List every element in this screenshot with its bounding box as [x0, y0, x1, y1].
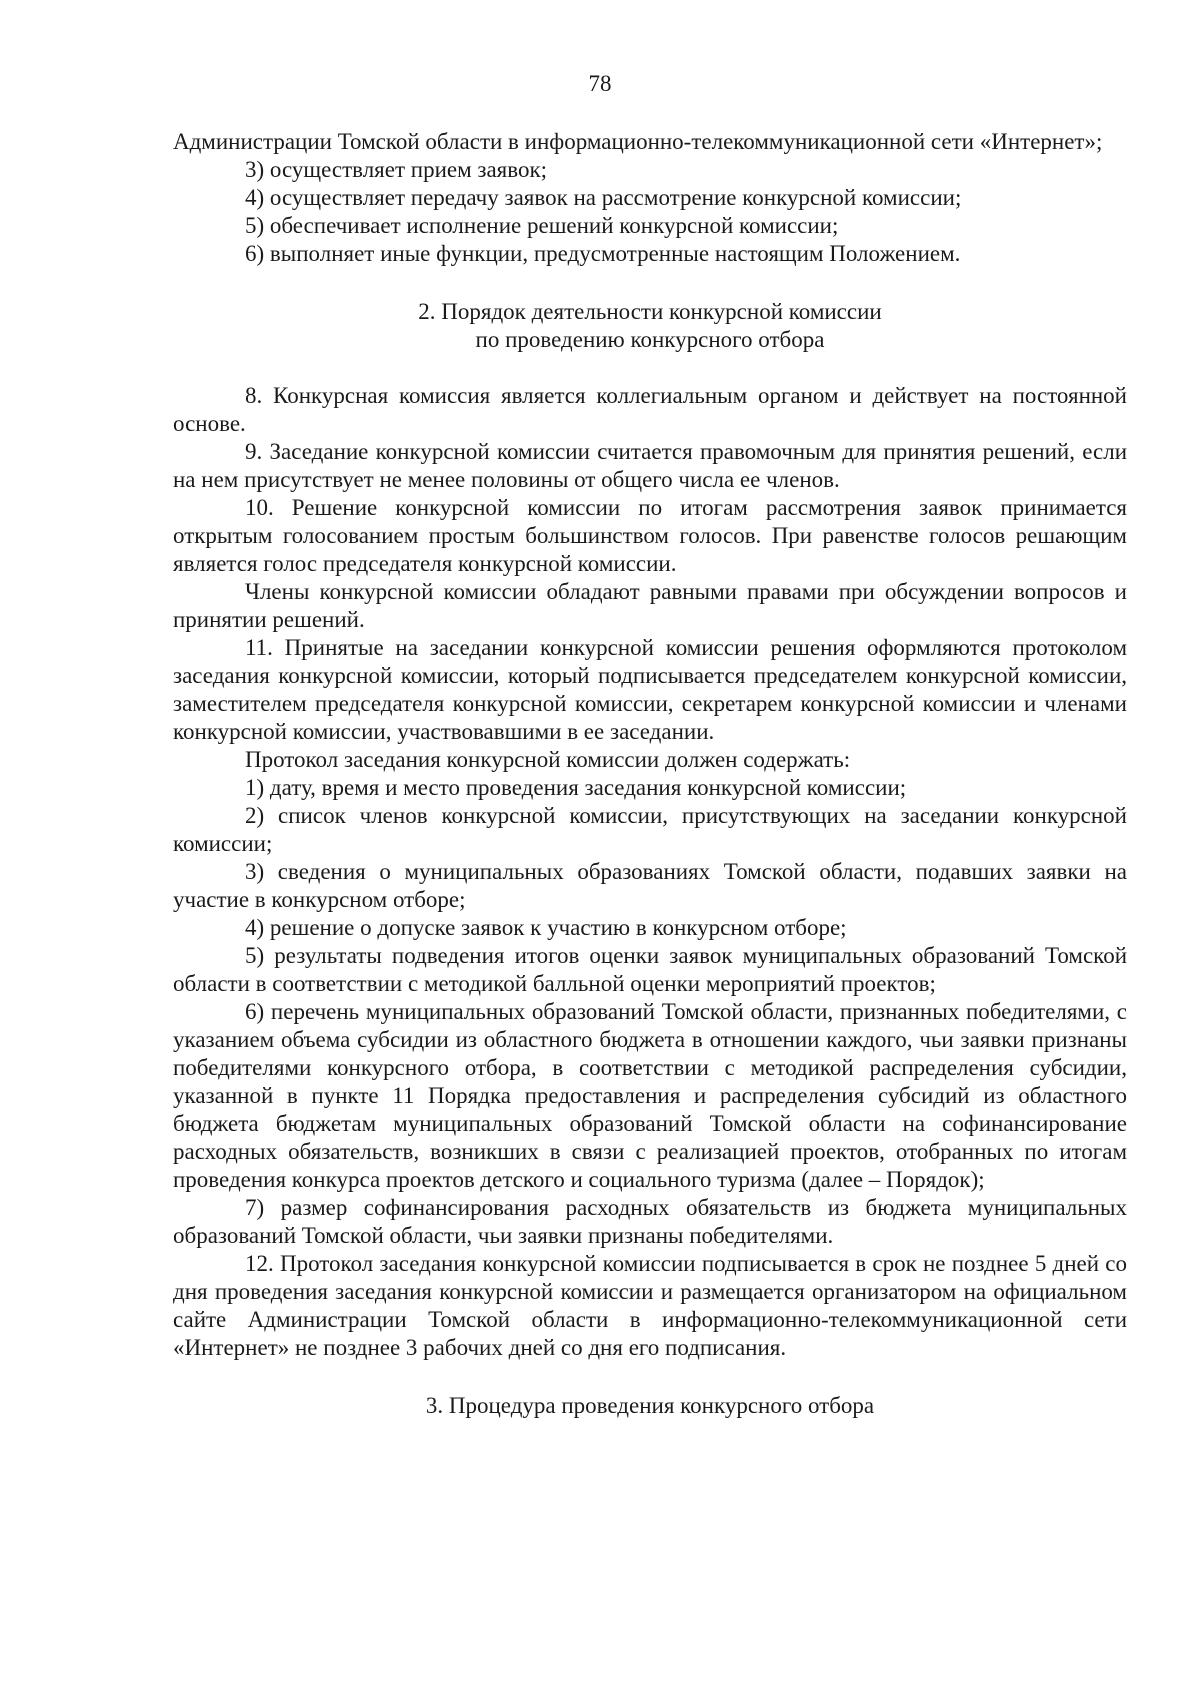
clause-11: 11. Принятые на заседании конкурсной комиссии решения оформляются протоколом заседания конкурсной комиссии, который подписывается председателем конкурсной комиссии, заместителем председателя конкурсной комиссии, секретарем конкурсной комиссии и членами конкурсной комиссии, участвовавшими в ее заседании.	[173, 635, 1127, 744]
spacer	[173, 1362, 1127, 1392]
list-item: 6) перечень муниципальных образований Томской области, признанных победителями, с указанием объема субсидии из областного бюджета в отношении каждого, чьи заявки признаны победителями конкурсного отбора, в соответствии с методикой распределения субсидии, указанной в пункте 11 Порядка предоставления и распределения субсидий из областного бюджета бюджетам муниципальных образований Томской области на софинансирование расходных обязательств, возникших в связи с реализацией проектов, отобранных по итогам проведения конкурса проектов детского и социального туризма (далее – Порядок);	[173, 999, 1127, 1192]
list-item: 5) результаты подведения итогов оценки заявок муниципальных образований Томской области в соответствии с методикой балльной оценки мероприятий проектов;	[173, 943, 1127, 996]
document-body	[173, 128, 1127, 1420]
paragraph: Протокол заседания конкурсной комиссии должен содержать:	[245, 747, 851, 772]
clause-10: 10. Решение конкурсной комиссии по итогам рассмотрения заявок принимается открытым голосованием простым большинством голосов. При равенстве голосов решающим является голос председателя конкурсной комиссии.	[173, 495, 1127, 576]
list-item: 6) выполняет иные функции, предусмотренные настоящим Положением.	[245, 241, 961, 266]
paragraph: Члены конкурсной комиссии обладают равными правами при обсуждении вопросов и принятии решений.	[173, 579, 1127, 632]
section-2-heading-line-2: по проведению конкурсного отбора	[475, 327, 825, 352]
list-item: 3) осуществляет прием заявок;	[245, 157, 548, 182]
list-item: 1) дату, время и место проведения заседания конкурсной комиссии;	[245, 775, 907, 800]
list-item: 4) осуществляет передачу заявок на рассмотрение конкурсной комиссии;	[245, 185, 962, 210]
list-item: 5) обеспечивает исполнение решений конкурсной комиссии;	[245, 213, 839, 238]
spacer	[173, 354, 1127, 382]
paragraph: Администрации Томской области в информационно-телекоммуникационной сети «Интернет»;	[173, 129, 1103, 154]
page-number: 78	[588, 71, 612, 96]
list-item: 3) сведения о муниципальных образованиях Томской области, подавших заявки на участие в конкурсном отборе;	[173, 859, 1127, 912]
clause-12: 12. Протокол заседания конкурсной комиссии подписывается в срок не позднее 5 дней со дня проведения заседания конкурсной комиссии и размещается организатором на официальном сайте Администрации Томской области в информационно-телекоммуникационной сети «Интернет» не позднее 3 рабочих дней со дня его подписания.	[173, 1251, 1127, 1360]
list-item: 7) размер софинансирования расходных обязательств из бюджета муниципальных образований Томской области, чьи заявки признаны победителями.	[173, 1195, 1127, 1248]
section-2-heading-line-1: 2. Порядок деятельности конкурсной комиссии	[418, 299, 882, 324]
list-item: 4) решение о допуске заявок к участию в конкурсном отборе;	[245, 915, 847, 940]
clause-9: 9. Заседание конкурсной комиссии считается правомочным для принятия решений, если на нем присутствует не менее половины от общего числа ее членов.	[173, 439, 1127, 492]
section-3-heading: 3. Процедура проведения конкурсного отбора	[425, 1393, 875, 1418]
spacer	[173, 268, 1127, 298]
list-item: 2) список членов конкурсной комиссии, присутствующих на заседании конкурсной комиссии;	[173, 803, 1127, 856]
clause-8: 8. Конкурсная комиссия является коллегиальным органом и действует на постоянной основе.	[173, 383, 1127, 436]
